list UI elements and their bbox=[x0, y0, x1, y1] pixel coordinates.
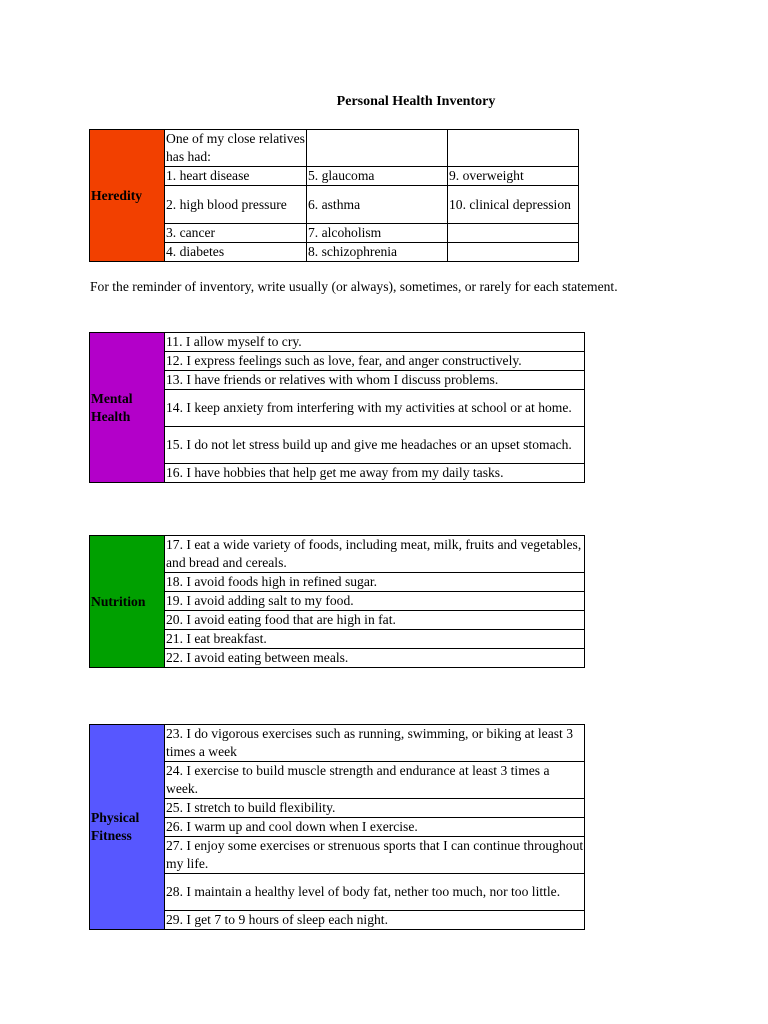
mental-health-category-cell bbox=[90, 333, 165, 483]
heredity-empty-cell bbox=[307, 130, 448, 167]
inventory-item: 26. I warm up and cool down when I exercise. bbox=[165, 818, 585, 837]
inventory-item: 12. I express feelings such as love, fear, and anger constructively. bbox=[165, 352, 585, 371]
heredity-empty-cell bbox=[448, 243, 579, 262]
inventory-item: 20. I avoid eating food that are high in fat. bbox=[165, 611, 585, 630]
physical-fitness-label: Physical Fitness bbox=[91, 810, 140, 843]
nutrition-label: Nutrition bbox=[91, 593, 146, 609]
mental-health-table bbox=[89, 332, 585, 483]
inventory-item: 17. I eat a wide variety of foods, including meat, milk, fruits and vegetables, and bread and cereals. bbox=[165, 536, 585, 573]
heredity-empty-cell bbox=[448, 130, 579, 167]
heredity-item: 9. overweight bbox=[448, 167, 579, 186]
heredity-item: 3. cancer bbox=[165, 224, 307, 243]
heredity-label: Heredity bbox=[91, 187, 143, 203]
inventory-item: 16. I have hobbies that help get me away from my daily tasks. bbox=[165, 464, 585, 483]
heredity-item: 7. alcoholism bbox=[307, 224, 448, 243]
heredity-item: 2. high blood pressure bbox=[165, 186, 307, 224]
heredity-item: 1. heart disease bbox=[165, 167, 307, 186]
inventory-item: 27. I enjoy some exercises or strenuous sports that I can continue throughout my life. bbox=[165, 837, 585, 874]
heredity-item: 6. asthma bbox=[307, 186, 448, 224]
heredity-item: 4. diabetes bbox=[165, 243, 307, 262]
physical-fitness-category-cell bbox=[90, 725, 165, 930]
inventory-item: 25. I stretch to build flexibility. bbox=[165, 799, 585, 818]
inventory-item: 23. I do vigorous exercises such as running, swimming, or biking at least 3 times a week bbox=[165, 725, 585, 762]
heredity-item: 10. clinical depression bbox=[448, 186, 579, 224]
heredity-empty-cell bbox=[448, 224, 579, 243]
inventory-item: 13. I have friends or relatives with whom I discuss problems. bbox=[165, 371, 585, 390]
inventory-item: 22. I avoid eating between meals. bbox=[165, 649, 585, 668]
mental-health-label: Mental Health bbox=[91, 390, 133, 424]
instructions-text: For the reminder of inventory, write usually (or always), sometimes, or rarely for each statement. bbox=[90, 279, 618, 294]
inventory-item: 21. I eat breakfast. bbox=[165, 630, 585, 649]
inventory-item: 28. I maintain a healthy level of body fat, nether too much, nor too little. bbox=[165, 874, 585, 911]
heredity-category-cell bbox=[90, 130, 165, 262]
inventory-item: 19. I avoid adding salt to my food. bbox=[165, 592, 585, 611]
inventory-item: 24. I exercise to build muscle strength and endurance at least 3 times a week. bbox=[165, 762, 585, 799]
nutrition-category-cell bbox=[90, 536, 165, 668]
inventory-item: 29. I get 7 to 9 hours of sleep each night. bbox=[165, 911, 585, 930]
heredity-intro: One of my close relatives has had: bbox=[165, 130, 307, 167]
heredity-item: 8. schizophrenia bbox=[307, 243, 448, 262]
inventory-item: 18. I avoid foods high in refined sugar. bbox=[165, 573, 585, 592]
physical-fitness-table bbox=[89, 724, 585, 930]
inventory-item: 14. I keep anxiety from interfering with my activities at school or at home. bbox=[165, 390, 585, 427]
heredity-table bbox=[89, 129, 579, 262]
inventory-item: 15. I do not let stress build up and give me headaches or an upset stomach. bbox=[165, 427, 585, 464]
nutrition-table bbox=[89, 535, 585, 668]
inventory-item: 11. I allow myself to cry. bbox=[165, 333, 585, 352]
page-title: Personal Health Inventory bbox=[336, 94, 496, 109]
heredity-item: 5. glaucoma bbox=[307, 167, 448, 186]
